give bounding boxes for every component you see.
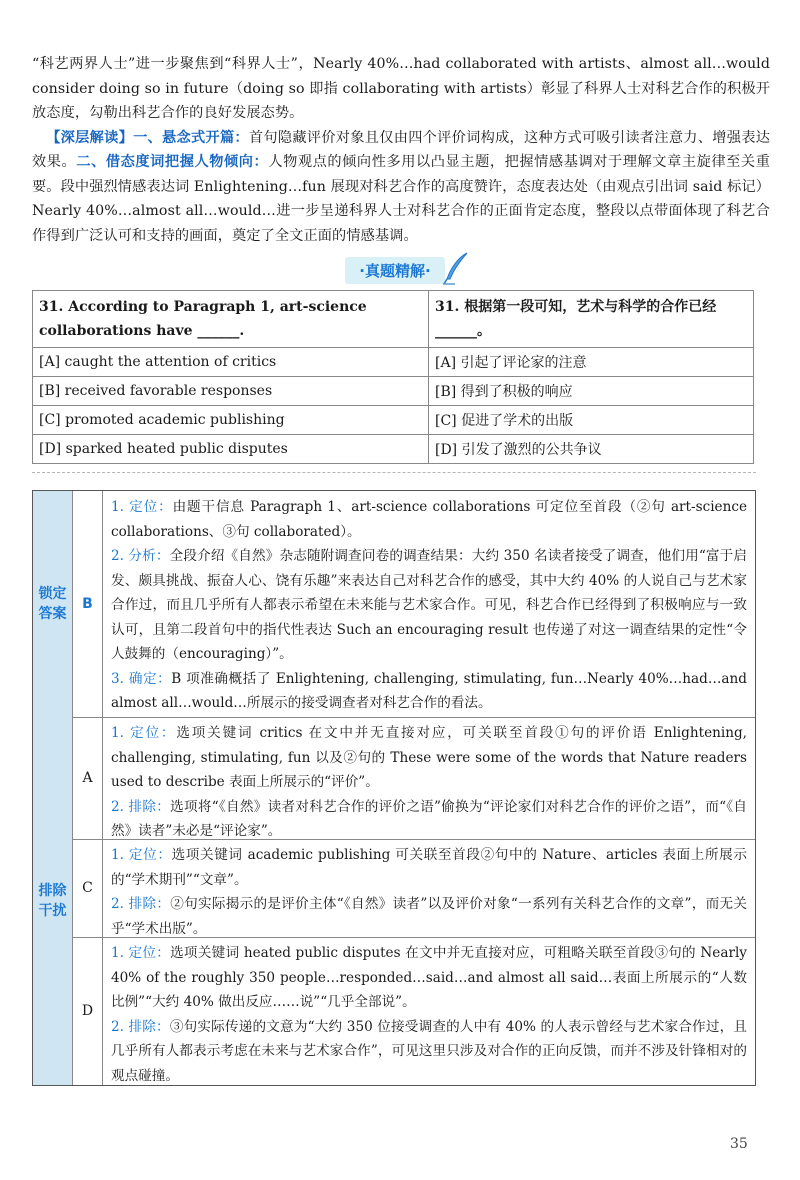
option-c-letter: C: [73, 839, 103, 937]
option-a-zh: [A] 引起了评论家的注意: [429, 348, 754, 377]
heading-attitude-words: 二、借态度词把握人物倾向：: [76, 154, 269, 170]
option-c-zh: [C] 促进了学术的出版: [429, 406, 754, 435]
intro-text: [32, 52, 770, 248]
option-d-analysis: 1. 定位：选项关键词 heated public disputes 在文中并无直接对应，可粗略关联至首段③句的 Nearly 40% of the roughly 350 people…responded…said…and almost all said…表面上所展示的“人数比例”“大约 40% 做出反应……说”“几乎全部说”。 2. 排除：③句实际传递的文意为“大约 350 位接受调查的人中有 40% 的人表示曾经与艺术家合作过，且几乎所有人都表示考虑在未来与艺术家合作”，可见这里只涉及对合作的正向反馈，而并不涉及针锋相对的观点碰撞。: [111, 945, 747, 1084]
banner-label: ·真题精解·: [345, 257, 444, 284]
option-b-zh: [B] 得到了积极的响应: [429, 377, 754, 406]
dashed-divider: [32, 472, 756, 473]
answer-content: 1. 定位：由题干信息 Paragraph 1、art-science collaborations 可定位至首段（②句 art-science collaborations、③句 collaborated）。 2. 分析：全段介绍《自然》杂志随附调查问卷的调查结果：大约 350 名读者接受了调查，他们用“富于启发、颇具挑战、振奋人心、饶有乐趣”来表达自己对科艺合作的感受，其中大约 40% 的人说自己与艺术家合作过，而且几乎所有人都表示希望在未来能与艺术家合作。可见，科艺合作已经得到了积极响应与一致认可，且第二段首句中的指代性表达 Such an encouraging result 也传递了对这一调查结果的定性“令人鼓舞的（encouraging）”。 3. 确定：B 项准确概括了 Enlightening, challenging, stimulating, fun…Nearly 40%…had…and almost all…would…所展示的接受调查者对科艺合作的看法。: [111, 499, 747, 711]
deep-interpretation-tag: 【深层解读】: [46, 129, 134, 146]
page-number: 35: [730, 1136, 748, 1152]
option-a-analysis: 1. 定位：选项关键词 critics 在文中并无直接对应，可关联至首段①句的评价语 Enlightening, challenging, stimulating, fun 以及②句的 These were some of the words that Nature readers used to describe 表面上所展示的“评价”。 2. 排除：选项将“《自然》读者对科艺合作的评价之语”偷换为“评论家们对科艺合作的评价之语”，而“《自然》读者”未必是“评论家”。: [111, 725, 747, 839]
option-a-letter: A: [73, 717, 103, 839]
option-c-analysis: 1. 定位：选项关键词 academic publishing 可关联至首段②句中的 Nature、articles 表面上所展示的“学术期刊”“文章”。 2. 排除：②句实际揭示的是评价主体“《自然》读者”以及评价对象“一系列有关科艺合作的文章”，而无关乎“学术出版”。: [111, 847, 747, 937]
answer-letter: B: [73, 491, 103, 717]
heading-suspense-opening: 一、悬念式开篇：: [133, 129, 249, 146]
deep-interpretation-paragraph: [32, 126, 770, 249]
option-a-en: [A] caught the attention of critics: [33, 348, 429, 377]
section-banner: [320, 256, 470, 284]
exclude-side-label: 排除干扰: [33, 717, 73, 1085]
quill-pen-icon: [441, 251, 471, 285]
option-b-en: [B] received favorable responses: [33, 377, 429, 406]
option-c-en: [C] promoted academic publishing: [33, 406, 429, 435]
attitude-words-text: 人物观点的倾向性多用以凸显主题，把握情感基调对于理解文章主旋律至关重要。段中强烈情感表达词 Enlightening…fun 展现对科艺合作的高度赞许，态度表达处（由观点引出词 said 标记）Nearly 40%…almost all…would…进一步呈递科界人士对科艺合作的正面肯定态度，整段以点带面体现了科艺合作得到广泛认可和支持的画面，奠定了全文正面的情感基调。: [32, 154, 770, 244]
question-stem-zh: 31. 根据第一段可知，艺术与科学的合作已经______。: [429, 291, 754, 348]
option-row-a: [33, 348, 754, 377]
option-d-letter: D: [73, 937, 103, 1085]
question-stem-en: 31. According to Paragraph 1, art-science collaborations have ______.: [33, 291, 429, 348]
option-d-en: [D] sparked heated public disputes: [33, 435, 429, 464]
analysis-table: [32, 490, 756, 1086]
question-stem-row: [33, 291, 754, 348]
option-d-zh: [D] 引发了激烈的公共争议: [429, 435, 754, 464]
answer-side-label: 锁定答案: [33, 491, 73, 717]
question-table: [32, 290, 754, 464]
option-row-d: [33, 435, 754, 464]
intro-paragraph-1: “科艺两界人士”进一步聚焦到“科界人士”，Nearly 40%…had collaborated with artists、almost all…would consider doing so in future（doing so 即指 collaborating with artists）彰显了科界人士对科艺合作的积极开放态度，勾勒出科艺合作的良好发展态势。: [32, 56, 770, 121]
suspense-opening-text: 首句隐藏评价对象且仅由四个评价词构成，这种方式可吸引读者注意力、增强表达效果。: [32, 129, 770, 170]
option-row-c: [33, 406, 754, 435]
option-row-b: [33, 377, 754, 406]
